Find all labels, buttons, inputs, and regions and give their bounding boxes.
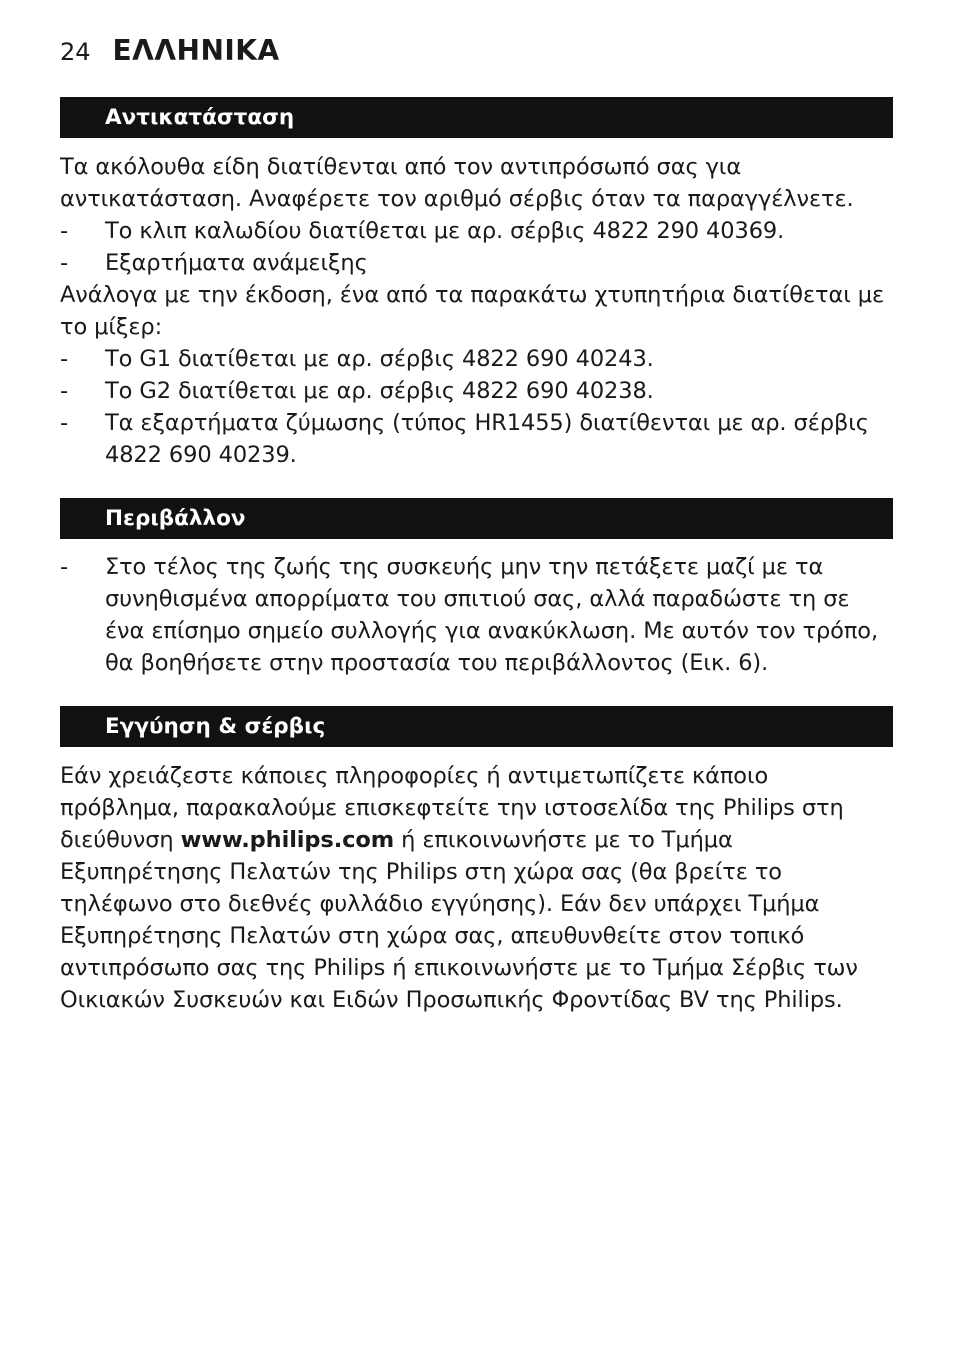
bullet-dash: -	[60, 346, 69, 372]
list-item-text: Στο τέλος της ζωής της συσκευής μην την πετάξετε μαζί με τα συνηθισμένα απορρίματα του σπιτιού σας, αλλά παραδώστε τη σε ένα επίσημο σημείο συλλογής για ανακύκλωση. Με αυτόν τον τρόπο, θα βοηθήσετε στην προστασία του περιβάλλοντος (Εικ. 6).	[105, 554, 878, 676]
bullet-dash: -	[60, 378, 69, 404]
replacement-versions-paragraph: Ανάλογα με την έκδοση, ένα από τα παρακάτω χτυπητήρια διατίθεται με το μίξερ:	[60, 282, 885, 340]
list-item-text: Το G2 διατίθεται με αρ. σέρβις 4822 690 40238.	[105, 378, 654, 404]
section-body-replacement	[60, 151, 893, 471]
list-item	[60, 247, 893, 279]
list-item-text: Το κλιπ καλωδίου διατίθεται με αρ. σέρβις 4822 290 40369.	[105, 218, 785, 244]
guarantee-paragraph	[60, 760, 893, 1016]
section-heading-replacement: Αντικατάσταση	[60, 97, 893, 138]
guarantee-text-before-link: Εάν χρειάζεστε κάποιες πληροφορίες ή αντιμετωπίζετε κάποιο πρόβλημα, παρακαλούμε επισκεφτείτε την ιστοσελίδα της Philips στη διεύθυνση	[60, 763, 844, 853]
bullet-dash: -	[60, 218, 69, 244]
bullet-dash: -	[60, 410, 69, 436]
list-item	[60, 375, 893, 407]
philips-website-link[interactable]: www.philips.com	[180, 827, 395, 853]
list-item-text: Τα εξαρτήματα ζύμωσης (τύπος HR1455) διατίθενται με αρ. σέρβις 4822 690 40239.	[105, 410, 869, 468]
section-heading-guarantee: Εγγύηση & σέρβις	[60, 706, 893, 747]
list-item	[60, 407, 893, 471]
page-header	[60, 34, 280, 67]
section-body-environment	[60, 551, 893, 679]
section-heading-environment: Περιβάλλον	[60, 498, 893, 539]
list-item-text: Το G1 διατίθεται με αρ. σέρβις 4822 690 40243.	[105, 346, 654, 372]
page-number: 24	[60, 38, 91, 66]
list-item	[60, 215, 893, 247]
section-body-guarantee	[60, 760, 893, 1016]
list-item-text: Εξαρτήματα ανάμειξης	[105, 250, 368, 276]
bullet-dash: -	[60, 250, 69, 276]
list-item	[60, 551, 893, 679]
list-item	[60, 343, 893, 375]
replacement-intro: Τα ακόλουθα είδη διατίθενται από τον αντιπρόσωπό σας για αντικατάσταση. Αναφέρετε τον αριθμό σέρβις όταν τα παραγγέλνετε.	[60, 154, 854, 212]
bullet-dash: -	[60, 554, 69, 580]
language-title: ΕΛΛΗΝΙΚΑ	[112, 34, 280, 67]
guarantee-text-after-link: ή επικοινωνήστε με το Τμήμα Εξυπηρέτησης Πελατών της Philips στη χώρα σας (θα βρείτε το τηλέφωνο στο διεθνές φυλλάδιο εγγύησης). Εάν δεν υπάρχει Τμήμα Εξυπηρέτησης Πελατών στη χώρα σας, απευθυνθείτε στον τοπικό αντιπρόσωπο σας της Philips ή επικοινωνήστε με το Τμήμα Σέρβις των Οικιακών Συσκευών και Ειδών Προσωπικής Φροντίδας BV της Philips.	[60, 827, 858, 1013]
